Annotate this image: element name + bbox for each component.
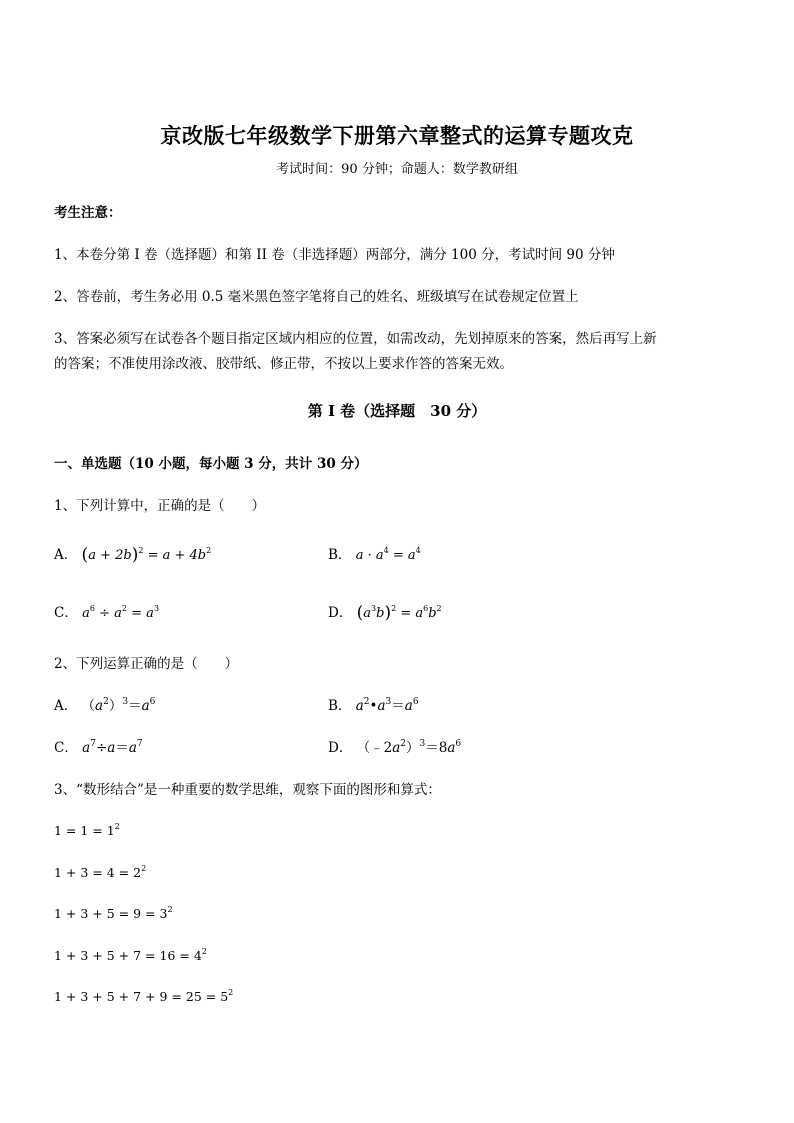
notice-item-2: 2、答卷前，考生务必用 0.5 毫米黑色签字笔将自己的姓名、班级填写在试卷规定位置上 <box>54 289 579 305</box>
q2-option-d-formula: $(﹣2a^2)^3=8a^6$ <box>356 739 462 756</box>
q1-option-b-formula: $a \cdot a^4 = a^4$ <box>355 546 421 563</box>
sequence-line-3: $1 + 3 + 5 = 9 = 3^2$ <box>54 905 173 921</box>
option-label: D． <box>328 740 353 756</box>
option-label: A． <box>54 698 78 714</box>
notice-item-1: 1、本卷分第 I 卷（选择题）和第 II 卷（非选择题）两部分，满分 100 分，考试时间 90 分钟 <box>54 247 615 263</box>
sequence-line-5: $1 + 3 + 5 + 7 + 9 = 25 = 5^2$ <box>54 988 234 1004</box>
q2-option-a[interactable] <box>54 694 155 714</box>
question-3-stem: 3、“数形结合”是一种重要的数学思维，观察下面的图形和算式： <box>54 782 441 798</box>
q2-option-c[interactable] <box>54 736 143 756</box>
q2-option-d[interactable] <box>328 736 461 756</box>
page-title: 京改版七年级数学下册第六章整式的运算专题攻克 <box>160 123 634 148</box>
sequence-line-4: $1 + 3 + 5 + 7 = 16 = 4^2$ <box>54 947 207 963</box>
notice-item-3-cont: 的答案；不准使用涂改液、胶带纸、修正带，不按以上要求作答的答案无效。 <box>54 356 513 372</box>
exam-info: 考试时间：90 分钟；命题人：数学教研组 <box>276 162 518 177</box>
option-label: C． <box>54 605 78 621</box>
option-label: C． <box>54 740 78 756</box>
question-2-stem: 2、下列运算正确的是（ ） <box>54 656 239 672</box>
question-1-stem: 1、下列计算中，正确的是（ ） <box>54 498 266 514</box>
option-label: B． <box>328 547 352 563</box>
section-title: 第 I 卷（选择题 30 分） <box>307 402 487 420</box>
option-label: A． <box>54 547 78 563</box>
sequence-line-1: $1 = 1 = 1^2$ <box>54 822 120 838</box>
q2-option-b-formula: $a^2•a^3=a^6$ <box>355 697 419 714</box>
option-label: D． <box>328 605 353 621</box>
sequence-line-2: $1 + 3 = 4 = 2^2$ <box>54 864 147 880</box>
q1-option-a[interactable] <box>54 543 211 565</box>
option-label: B． <box>328 698 352 714</box>
q1-option-d[interactable] <box>328 601 442 623</box>
q2-option-c-formula: $a^7\div a=a^7$ <box>82 739 143 756</box>
q1-option-c-formula: $a^6 \div a^2 = a^3$ <box>82 604 160 621</box>
notice-heading: 考生注意： <box>54 205 122 221</box>
part-title: 一、单选题（10 小题，每小题 3 分，共计 30 分） <box>54 456 368 472</box>
q2-option-b[interactable] <box>328 694 419 714</box>
q1-option-d-formula: $(a^3b)^2 = a^6b^2$ <box>356 603 442 623</box>
q2-option-a-formula: $(a^2)^3=a^6$ <box>81 697 156 714</box>
q1-option-a-formula: $(a + 2b)^2 = a + 4b^2$ <box>81 545 212 565</box>
notice-item-3: 3、答案必须写在试卷各个题目指定区域内相应的位置，如需改动，先划掉原来的答案，然后再写上新 <box>54 331 657 347</box>
q1-option-b[interactable] <box>328 543 421 563</box>
q1-option-c[interactable] <box>54 601 159 621</box>
